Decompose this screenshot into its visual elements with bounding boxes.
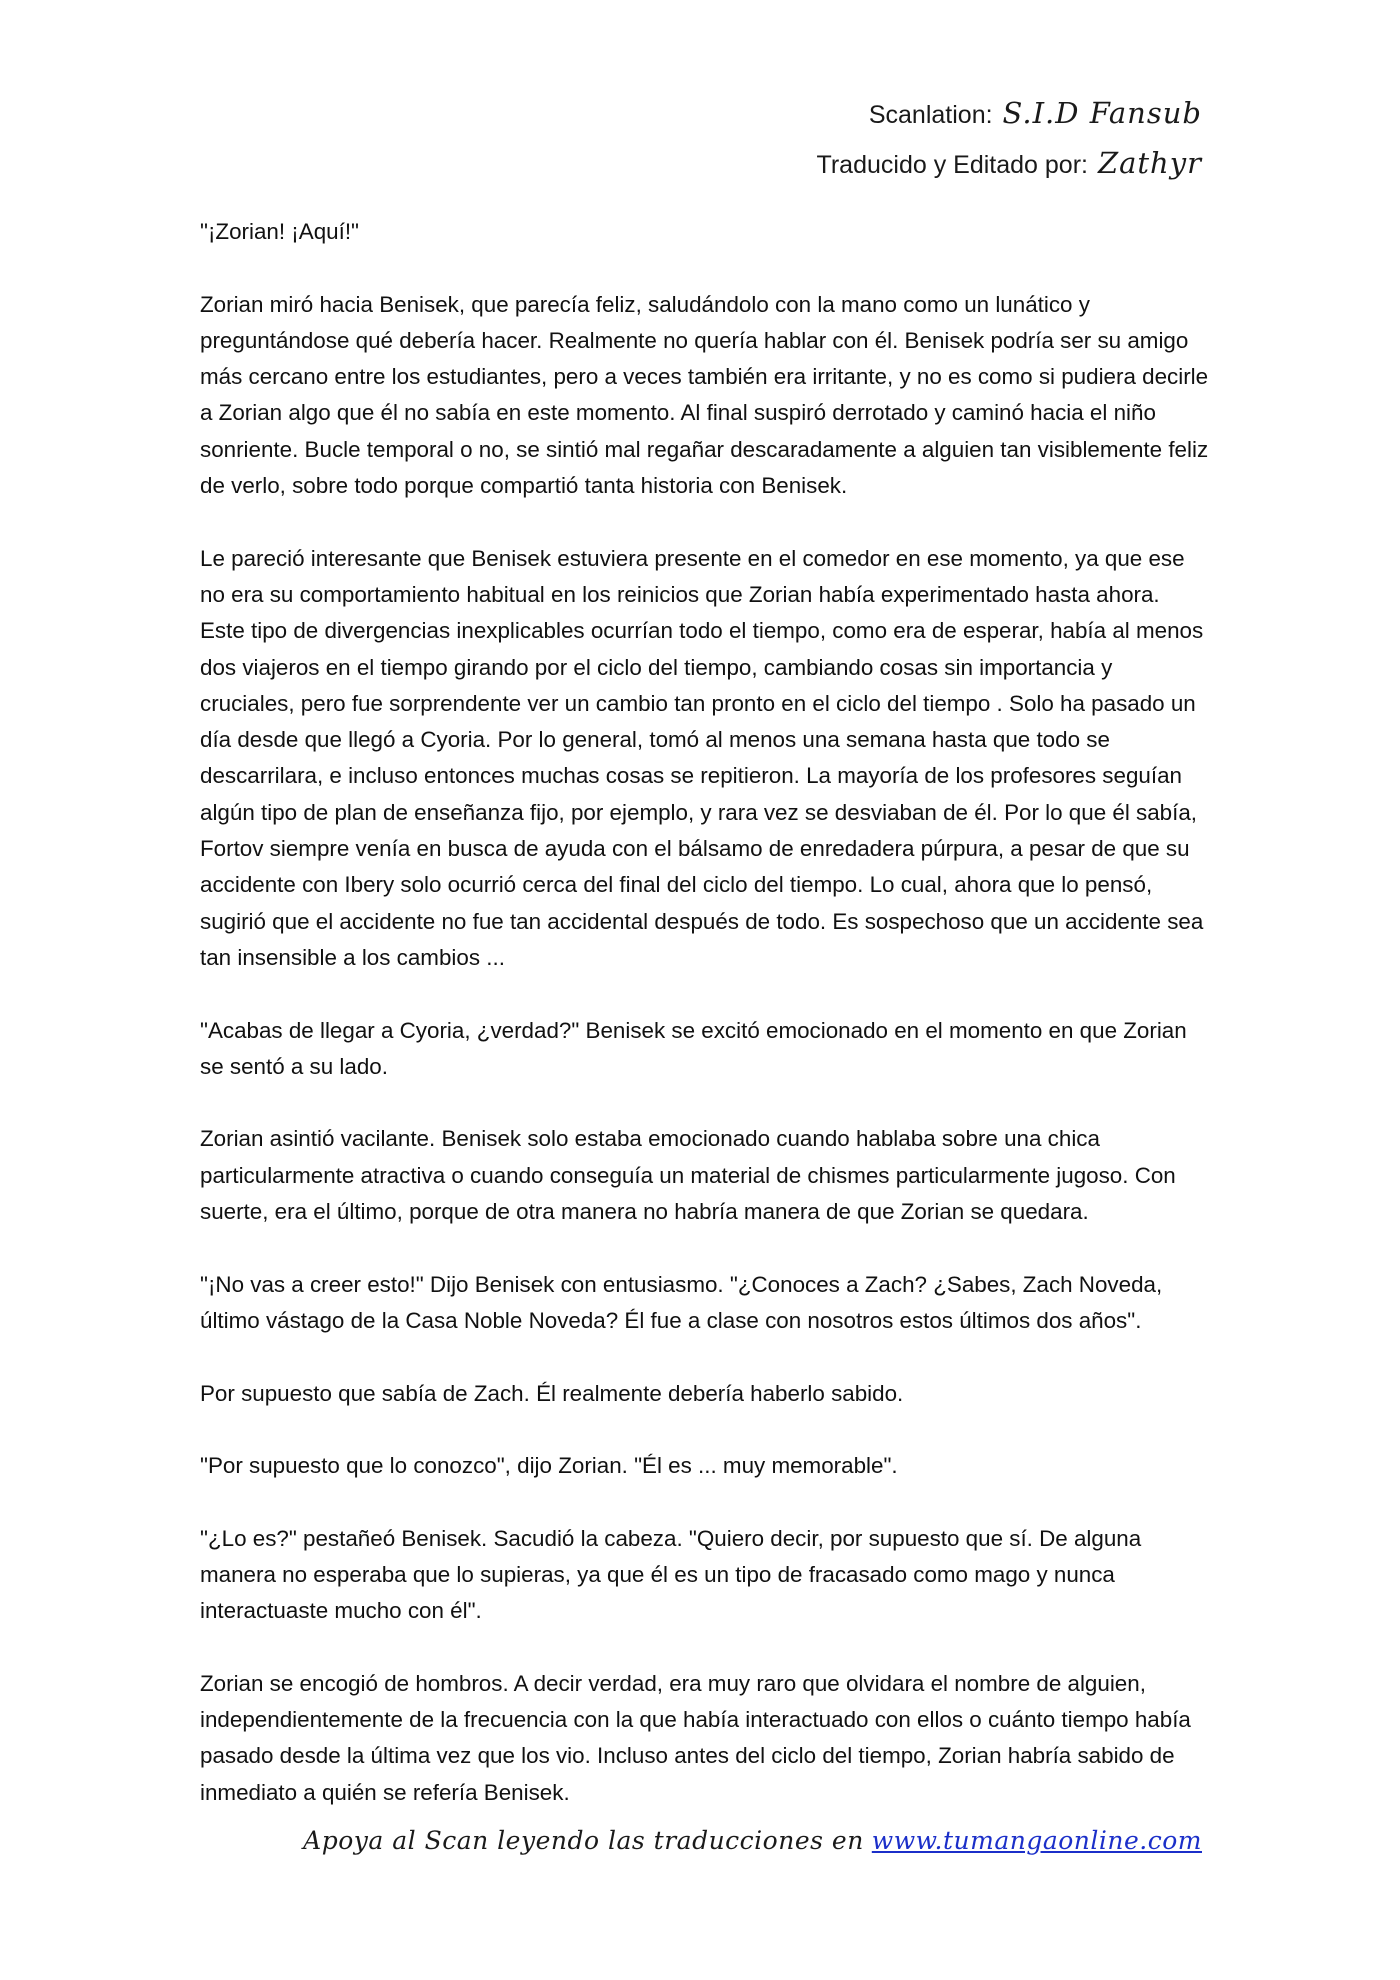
paragraph: Zorian miró hacia Benisek, que parecía feliz, saludándolo con la mano como un lunático y preguntándose qué debería hacer. Realmente no quería hablar con él. Benisek podría ser su amigo más cercano entre los estudiantes, pero a veces también era irritante, y no es como si pudiera decirle a Zorian algo que él no sabía en este momento. Al final suspiró derrotado y caminó hacia el niño sonriente. Bucle temporal o no, se sintió mal regañar descaradamente a alguien tan visiblemente feliz de verlo, sobre todo porque compartió tanta historia con Benisek. xyxy=(200,291,1209,499)
scanlation-group-name: S.I.D Fansub xyxy=(1002,96,1202,130)
paragraph: "¿Lo es?" pestañeó Benisek. Sacudió la cabeza. "Quiero decir, por supuesto que sí. De alguna manera no esperaba que lo supieras, ya que él es un tipo de fracasado como mago y nunca interactuaste mucho con él". xyxy=(200,1525,1142,1624)
support-footer xyxy=(303,1826,1202,1855)
translator-label: Traducido y Editado por: xyxy=(816,151,1088,179)
paragraph: "¡No vas a creer esto!" Dijo Benisek con entusiasmo. "¿Conoces a Zach? ¿Sabes, Zach Noveda, último vástago de la Casa Noble Noveda? Él fue a clase con nosotros estos últimos dos años". xyxy=(200,1271,1163,1333)
scanlation-label: Scanlation: xyxy=(868,101,993,129)
translator-credit xyxy=(817,138,1202,188)
footer-site-link[interactable]: www.tumangaonline.com xyxy=(871,1826,1202,1855)
paragraph: "Por supuesto que lo conozco", dijo Zorian. "Él es ... muy memorable". xyxy=(200,1453,898,1479)
translator-name: Zathyr xyxy=(1097,146,1202,180)
paragraph: Por supuesto que sabía de Zach. Él realmente debería haberlo sabido. xyxy=(200,1380,904,1406)
credits-block xyxy=(817,88,1202,188)
footer-text: Apoya al Scan leyendo las traducciones en xyxy=(303,1826,864,1855)
scanlation-credit xyxy=(817,88,1202,138)
paragraph: "Acabas de llegar a Cyoria, ¿verdad?" Benisek se excitó emocionado en el momento en que Zorian se sentó a su lado. xyxy=(200,1017,1187,1079)
paragraph: Le pareció interesante que Benisek estuviera presente en el comedor en ese momento, ya que ese no era su comportamiento habitual en los reinicios que Zorian había experimentado hasta ahora. Este tipo de divergencias inexplicables ocurrían todo el tiempo, como era de esperar, había al menos dos viajeros en el tiempo girando por el ciclo del tiempo, cambiando cosas sin importancia y cruciales, pero fue sorprendente ver un cambio tan pronto en el ciclo del tiempo . Solo ha pasado un día desde que llegó a Cyoria. Por lo general, tomó al menos una semana hasta que todo se descarrilara, e incluso entonces muchas cosas se repitieron. La mayoría de los profesores seguían algún tipo de plan de enseñanza fijo, por ejemplo, y rara vez se desviaban de él. Por lo que él sabía, Fortov siempre venía en busca de ayuda con el bálsamo de enredadera púrpura, a pesar de que su accidente con Ibery solo ocurrió cerca del final del ciclo del tiempo. Lo cual, ahora que lo pensó, sugirió que el accidente no fue tan accidental después de todo. Es sospechoso que un accidente sea tan insensible a los cambios ... xyxy=(200,545,1204,970)
paragraph: Zorian se encogió de hombros. A decir verdad, era muy raro que olvidara el nombre de alguien, independientemente de la frecuencia con la que había interactuado con ellos o cuánto tiempo había pasado desde la última vez que los vio. Incluso antes del ciclo del tiempo, Zorian habría sabido de inmediato a quién se refería Benisek. xyxy=(200,1670,1191,1805)
document-body xyxy=(200,214,1210,1811)
paragraph: Zorian asintió vacilante. Benisek solo estaba emocionado cuando hablaba sobre una chica particularmente atractiva o cuando conseguía un material de chismes particularmente jugoso. Con suerte, era el último, porque de otra manera no habría manera de que Zorian se quedara. xyxy=(200,1126,1176,1225)
paragraph: "¡Zorian! ¡Aquí!" xyxy=(200,219,359,244)
